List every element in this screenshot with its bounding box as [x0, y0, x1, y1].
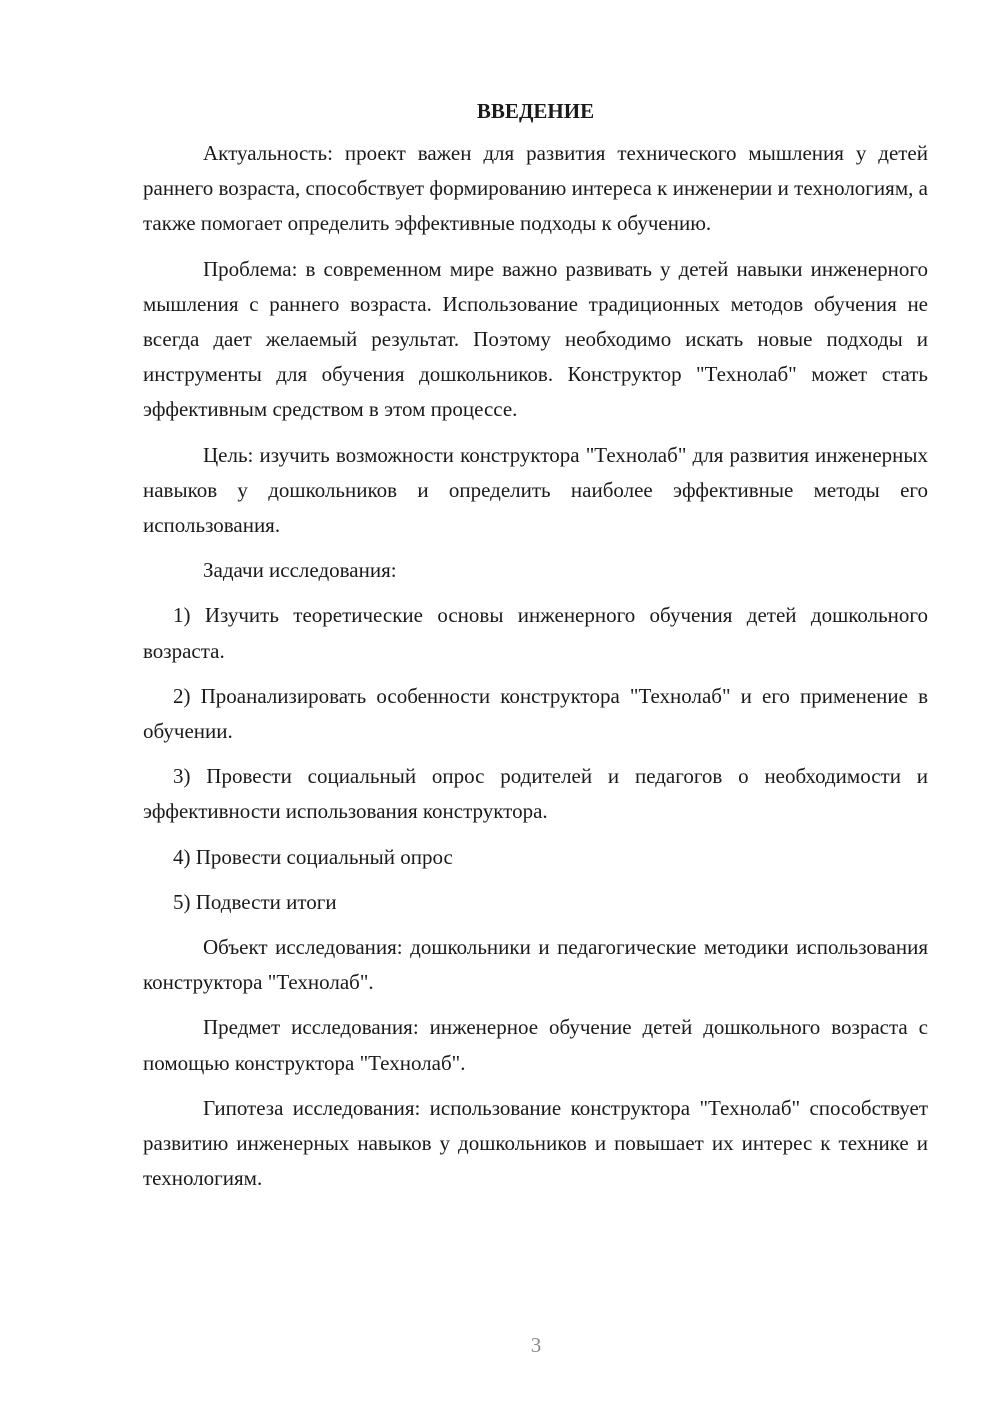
paragraph-hypothesis: Гипотеза исследования: использование конструктора "Технолаб" способствует развитию инженерных навыков у дошкольников и повышает их интерес к технике и технологиям. [143, 1095, 928, 1191]
task-item-1: 1) Изучить теоретические основы инженерного обучения детей дошкольного возраста. [143, 603, 928, 663]
task-item-2: 2) Проанализировать особенности конструктора "Технолаб" и его применение в обучении. [143, 683, 928, 744]
page-number: 3 [530, 1333, 542, 1357]
paragraph-problem: Проблема: в современном мире важно развивать у детей навыки инженерного мышления с раннего возраста. Использование традиционных методов обучения не всегда дает желаемый результат. Поэтому необходимо искать новые подходы и инструменты для обучения дошкольников. Конструктор "Технолаб" может стать эффективным средством в этом процессе. [143, 256, 928, 422]
task-item-3: 3) Провести социальный опрос родителей и педагогов о необходимости и эффективности использования конструктора. [143, 764, 928, 824]
paragraph-relevance: Актуальность: проект важен для развития технического мышления у детей раннего возраста, способствует формированию интереса к инженерии и технологиям, а также помогает определить эффективные подходы к обучению. [143, 141, 928, 236]
paragraph-subject: Предмет исследования: инженерное обучение детей дошкольного возраста с помощью конструктора "Технолаб". [143, 1015, 928, 1075]
paragraph-object: Объект исследования: дошкольники и педагогические методики использования конструктора "Технолаб". [143, 935, 928, 995]
tasks-heading: Задачи исследования: [203, 558, 397, 583]
task-item-4: 4) Провести социальный опрос [173, 844, 453, 869]
task-item-5: 5) Подвести итоги [173, 889, 337, 914]
page-title: ВВЕДЕНИЕ [476, 99, 595, 123]
paragraph-goal: Цель: изучить возможности конструктора "Технолаб" для развития инженерных навыков у дошкольников и определить наиболее эффективные методы его использования. [143, 442, 928, 538]
page-content [143, 96, 928, 1206]
